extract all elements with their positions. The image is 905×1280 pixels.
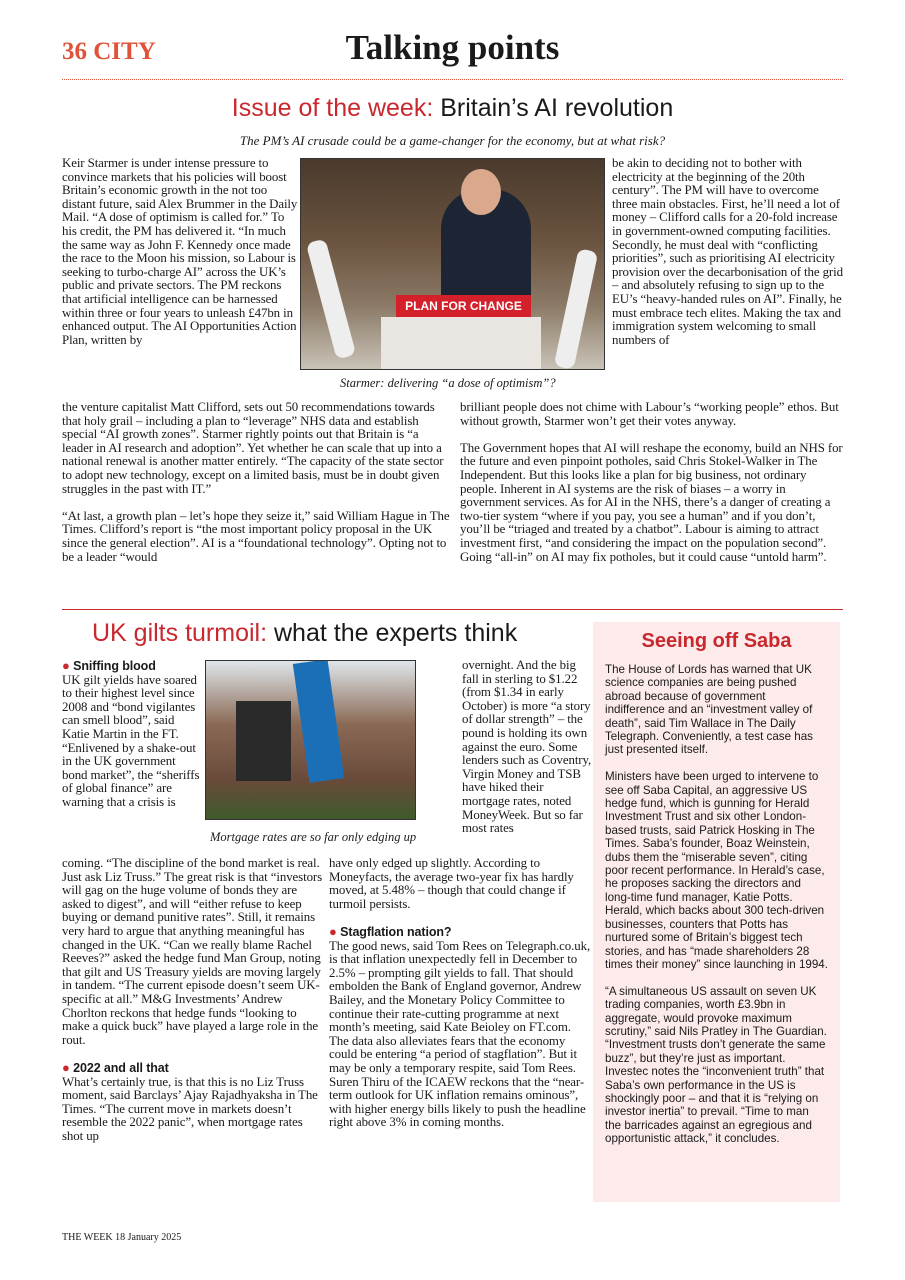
article1-caption: Starmer: delivering “a dose of optimism”? <box>340 376 556 390</box>
mortgage-photo <box>205 660 416 820</box>
article1-standfirst: The PM’s AI crusade could be a game-changer for the economy, but at what risk? <box>239 133 666 148</box>
for-sale-board <box>236 701 291 781</box>
article2-caption: Mortgage rates are so far only edging up <box>210 830 417 844</box>
sidebar-box: Seeing off Saba The House of Lords has warned that UK science companies are being pushed abroad because of government indifference and an “investment valley of death”, said Tim Wallace in The Daily Telegraph. Conveniently, a test case has just presented itself. Ministers have been urged to intervene to see off Saba Capital, an aggressive US hedge fund, which is gunning for Herald Investment Trust and six other London-based trusts, said Patrick Hosking in The Times. Saba’s founder, Boaz Weinstein, dubs them the “miserable seven”, citing poor recent performance. In Herald’s case, he proposes sacking the directors and long-time fund manager, Katie Potts. Herald, which backs about 300 tech-driven businesses, counters that Potts has nurtured some of Britain’s biggest tech stories, and has “made shareholders 28 times their money” since launching in 1994. “A simultaneous US assault on seven UK trading companies, worth £3.9bn in aggregate, would provoke maximum scrutiny,” said Nils Pratley in The Guardian. “Investment trusts don’t generate the same buzz”, but they’re just as important. Investec notes the “inconvenient truth” that Saba’s own performance in the US is shockingly poor – and that it is “relying on investor inertia” to prevail. “Time to man the barricades against an egregious and opportunistic attack,” it concludes. <box>593 622 840 1202</box>
section-divider <box>62 609 843 610</box>
bullet-icon: ● <box>62 658 70 673</box>
starmer-photo <box>300 158 605 370</box>
article1-headline <box>0 94 905 123</box>
subhead-stagflation: Stagflation nation? <box>340 924 452 939</box>
header-divider <box>62 79 843 80</box>
estate-agent-board <box>293 660 344 783</box>
subhead-2022: 2022 and all that <box>73 1060 169 1075</box>
subhead-sniffing-blood: Sniffing blood <box>73 659 156 673</box>
article1-col-left-top: Keir Starmer is under intense pressure to convince markets that his policies will boost Britain’s economic growth in the not too distant future, said Alex Brummer in the Daily Mail. “A dose of optimism is called for.” To his credit, the PM has delivered it. “In much the same way as John F. Kennedy once made the race to the Moon his mission, so Labour is seeking to turbo-charge AI” across the UK’s public and private sectors. The PM reckons that artificial intelligence can be harnessed within three or four years to unleash £47bn in enhanced output. The AI Opportunities Action Plan, written by <box>62 156 298 347</box>
footer: THE WEEK 18 January 2025 <box>62 1232 182 1243</box>
article2-headline <box>92 619 517 648</box>
sidebar-title: Seeing off Saba <box>641 630 792 652</box>
robot-arm-left <box>306 238 356 359</box>
article1-title: Britain’s AI revolution <box>440 94 674 122</box>
article2-col-mid-bottom: have only edged up slightly. According to Moneyfacts, the average two-year fix has hardly moved, at 5.48% – though that could change if turmoil persists. ● Stagflation nation? The good news, said Tom Rees on Telegraph.co.uk, is that inflation unexpectedly fell in December to 2.5% – prompting gilt yields to fall. That should embolden the Bank of England governor, Andrew Bailey, and the Monetary Policy Committee to continue their rate-cutting programme at next month’s meeting, said Kate Beioley on FT.com. The data also alleviates fears that the economy could be entering “a period of stagflation”. But it may be only a temporary respite, said Tom Rees. Suren Thiru of the ICAEW reckons that the “near-term outlook for UK inflation remains ominous”, with higher energy bills likely to push the headline right above 3% in coming months. <box>329 856 591 1130</box>
article2-kicker: UK gilts turmoil: <box>92 619 268 647</box>
article1-kicker: Issue of the week: <box>231 94 434 122</box>
article2-title: what the experts think <box>274 619 518 647</box>
article1-col-right-top: be akin to deciding not to bother with electricity at the beginning of the 20th century”. The PM will have to overcome three main obstacles. First, he’ll need a lot of money – Clifford calls for a 20-fold increase in government-owned computing facilities. Secondly, he must deal with “conflicting priorities”, such as prioritising AI electricity provision over the decarbonisation of the grid – and absolutely refusing to sign up to the EU’s “heavy-handed rules on AI”. Finally, he must embrace tech elites. Making the tax and immigration system welcoming to small numbers of <box>612 156 843 347</box>
podium <box>381 317 541 370</box>
page-title: Talking points <box>345 28 560 67</box>
article2-col-left-bottom: coming. “The discipline of the bond market is real. Just ask Liz Truss.” The great risk is that “investors will gag on the huge volume of bonds they are asked to digest”, and will “either refuse to keep buying or demand punitive rates”. Still, it remains very hard to argue that anything meaningful has changed in the UK. “Can we really blame Rachel Reeves?” asked the hedge fund Man Group, noting that gilt and US Treasury yields are moving largely in tandem. “The current episode doesn’t seem UK-specific at all.” M&G Investments’ Andrew Chorlton reckons that hedge funds “looking to make a quick buck” have played a large role in the rout. ● 2022 and all that What’s certainly true, is that this is no Liz Truss moment, said Barclays’ Ajay Rajadhyaksha in The Times. “The current move in markets doesn’t resemble the 2022 panic”, when mortgage rates shot up <box>62 856 323 1143</box>
article2-col-right-top: overnight. And the big fall in sterling to $1.22 (from $1.34 in early October) is more “a story of dollar strength” – the pound is holding its own against the euro. Some lenders such as Coventry, Virgin Money and TSB have hiked their mortgage rates, noted MoneyWeek. But so far most rates <box>462 658 592 836</box>
article1-col-right-bottom: brilliant people does not chime with Labour’s “working people” ethos. But without growth, Starmer won’t get their votes anyway. The Government hopes that AI will reshape the economy, build an NHS for the future and even pinpoint potholes, said Chris Stokel-Walker in The Independent. But this looks like a plan for big business, not ordinary people. Inherent in AI systems are the risk of biases – a worry in government services. As for AI in the NHS, there’s a danger of creating a two-tier system “where if you pay, you see a human” and if you don’t, you’ll be “triaged and treated by a chatbot”. Labour is aiming to attract investment first, “and considering the impact on the population second”. Going “all-in” on AI may fix potholes, but it could cause “untold harm”. <box>460 400 843 564</box>
plan-for-change-sign: PLAN FOR CHANGE <box>396 295 531 317</box>
article2-col-left-top: ● Sniffing blood UK gilt yields have soared to their highest level since 2008 and “bond vigilantes can smell blood”, said Katie Martin in the FT. “Enlivened by a shake-out in the UK government bond market”, the “sheriffs of global finance” are warning that a crisis is <box>62 658 200 809</box>
bullet-icon: ● <box>329 923 337 939</box>
person-head <box>461 169 501 215</box>
article1-col-left-bottom: the venture capitalist Matt Clifford, sets out 50 recommendations towards that holy grail – including a plan to “leverage” NHS data and establish special “AI growth zones”. Starmer rightly points out that Britain is “a leader in AI research and adoption”. Yet whether he can scale that up into a national renewal is another matter entirely. “The capacity of the state sector to adopt new technology, except on a limited basis, must be in doubt given struggles in the past with IT.” “At last, a growth plan – let’s hope they seize it,” said William Hague in The Times. Clifford’s report is “the most important policy proposal in the UK since the general election”. AI is a “foundational technology”. Opting not to be a leader “would <box>62 400 450 564</box>
robot-arm-right <box>554 248 599 370</box>
bullet-icon: ● <box>62 1059 70 1075</box>
section-label: 36 CITY <box>62 38 156 65</box>
